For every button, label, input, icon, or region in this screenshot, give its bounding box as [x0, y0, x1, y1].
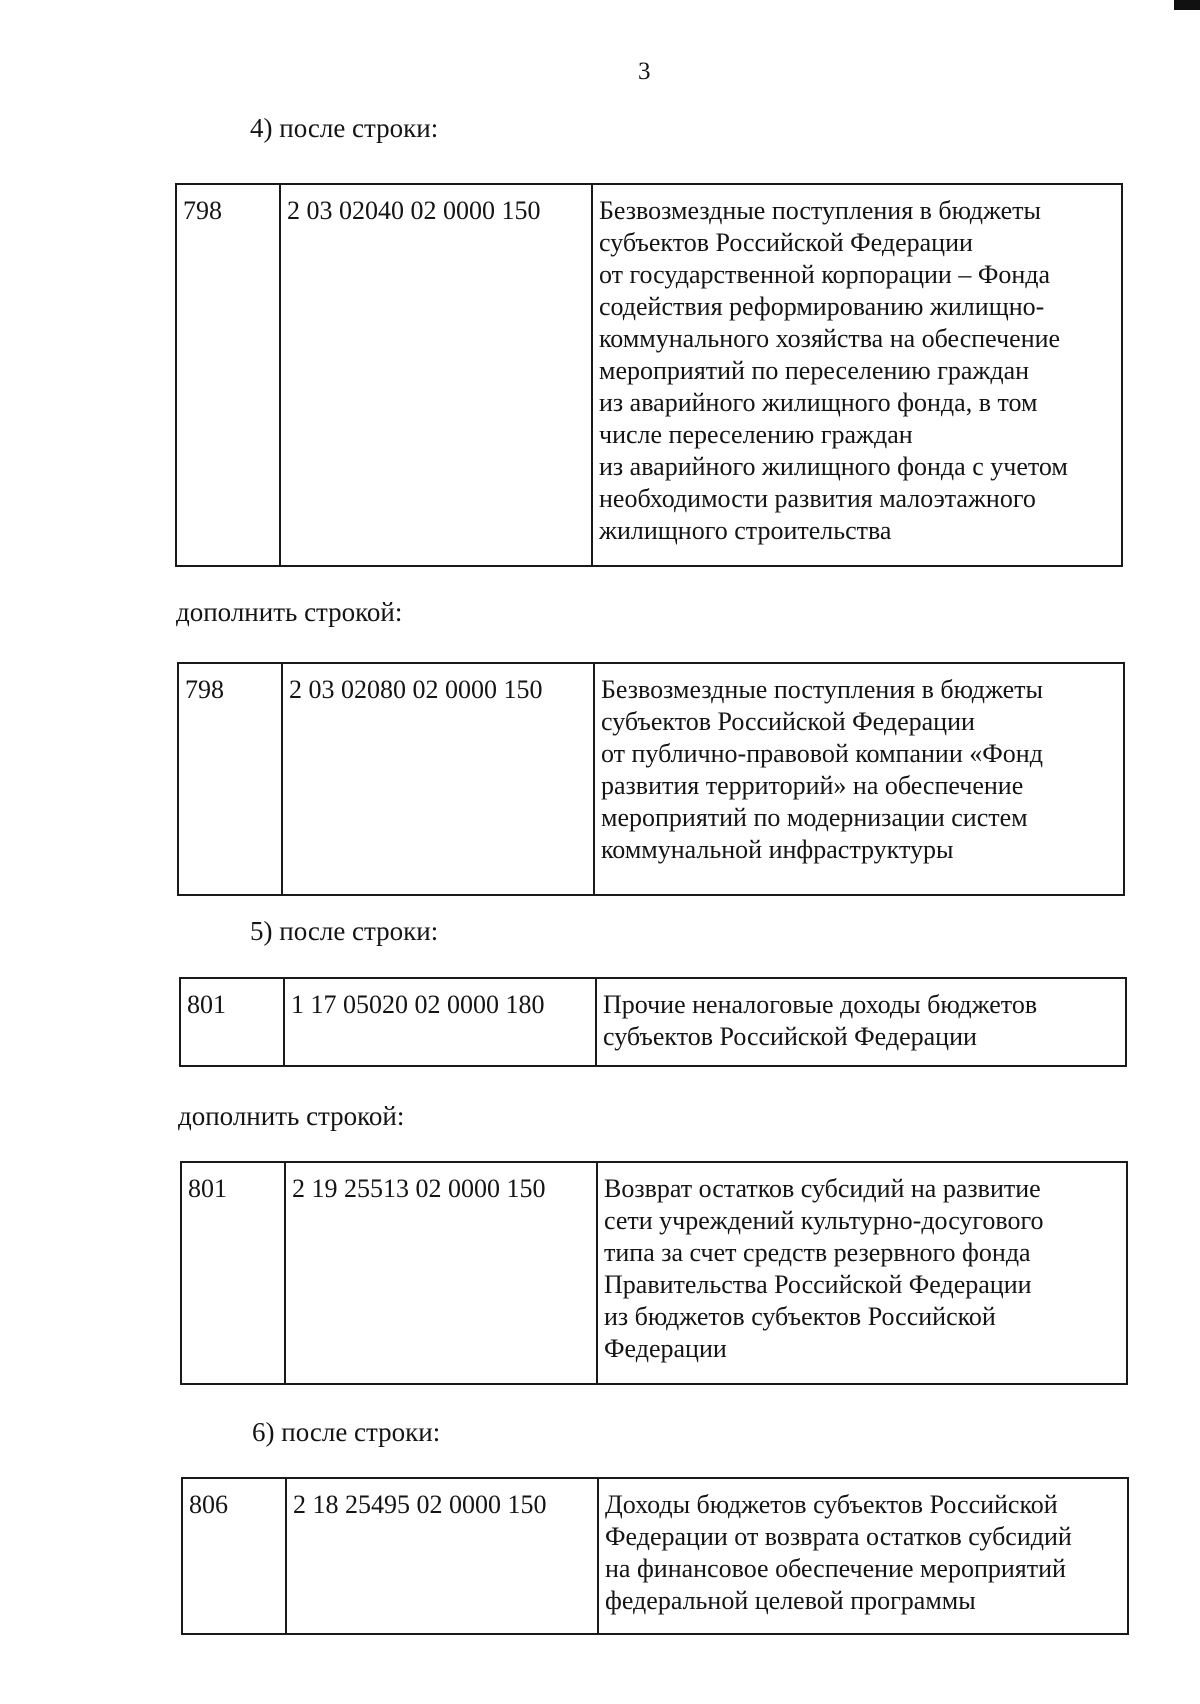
admin-code-cell: 801: [181, 1162, 285, 1384]
description-cell: Безвозмездные поступления в бюджеты субъектов Российской Федерации от государственной корпорации – Фонда содействия реформированию жилищно- коммунального хозяйства на обеспечение мероприятий по переселению граждан из аварийного жилищного фонда, в том числе переселению граждан из аварийного жилищного фонда с учетом необходимости развития малоэтажного жилищного строительства: [592, 184, 1122, 566]
description-cell: Прочие неналоговые доходы бюджетов субъектов Российской Федерации: [596, 978, 1126, 1066]
admin-code-cell: 806: [182, 1478, 286, 1634]
section-4-add-caption: дополнить строкой:: [176, 597, 403, 627]
table-row: [180, 978, 1126, 1066]
admin-code-cell: 798: [176, 184, 280, 566]
kbk-cell: 2 03 02040 02 0000 150: [280, 184, 592, 566]
section-5-caption: 5) после строки:: [250, 916, 439, 946]
description-cell: Возврат остатков субсидий на развитие сети учреждений культурно-досугового типа за счет средств резервного фонда Правительства Российской Федерации из бюджетов субъектов Российской Федерации: [597, 1162, 1127, 1384]
table-row: [181, 1162, 1127, 1384]
description-cell: Доходы бюджетов субъектов Российской Федерации от возврата остатков субсидий на финансовое обеспечение мероприятий федеральной целевой программы: [598, 1478, 1128, 1634]
admin-code-cell: 801: [180, 978, 284, 1066]
kbk-cell: 2 18 25495 02 0000 150: [286, 1478, 598, 1634]
section-6-existing-row-table: [181, 1477, 1129, 1635]
kbk-cell: 2 19 25513 02 0000 150: [285, 1162, 597, 1384]
section-4-caption: 4) после строки:: [250, 113, 439, 143]
section-4-existing-row-table: [175, 183, 1123, 567]
section-5-existing-row-table: [179, 977, 1127, 1067]
kbk-cell: 1 17 05020 02 0000 180: [284, 978, 596, 1066]
table-row: [178, 663, 1124, 895]
section-5-new-row-table: [180, 1161, 1128, 1385]
section-5-add-caption: дополнить строкой:: [178, 1101, 405, 1131]
section-6-caption: 6) после строки:: [252, 1417, 441, 1447]
description-cell: Безвозмездные поступления в бюджеты субъектов Российской Федерации от публично-правовой компании «Фонд развития территорий» на обеспечение мероприятий по модернизации систем коммунальной инфраструктуры: [594, 663, 1124, 895]
table-row: [182, 1478, 1128, 1634]
kbk-cell: 2 03 02080 02 0000 150: [282, 663, 594, 895]
admin-code-cell: 798: [178, 663, 282, 895]
table-row: [176, 184, 1122, 566]
section-4-new-row-table: [177, 662, 1125, 896]
scan-corner-mark: [1174, 0, 1200, 10]
page-number: 3: [638, 58, 651, 85]
